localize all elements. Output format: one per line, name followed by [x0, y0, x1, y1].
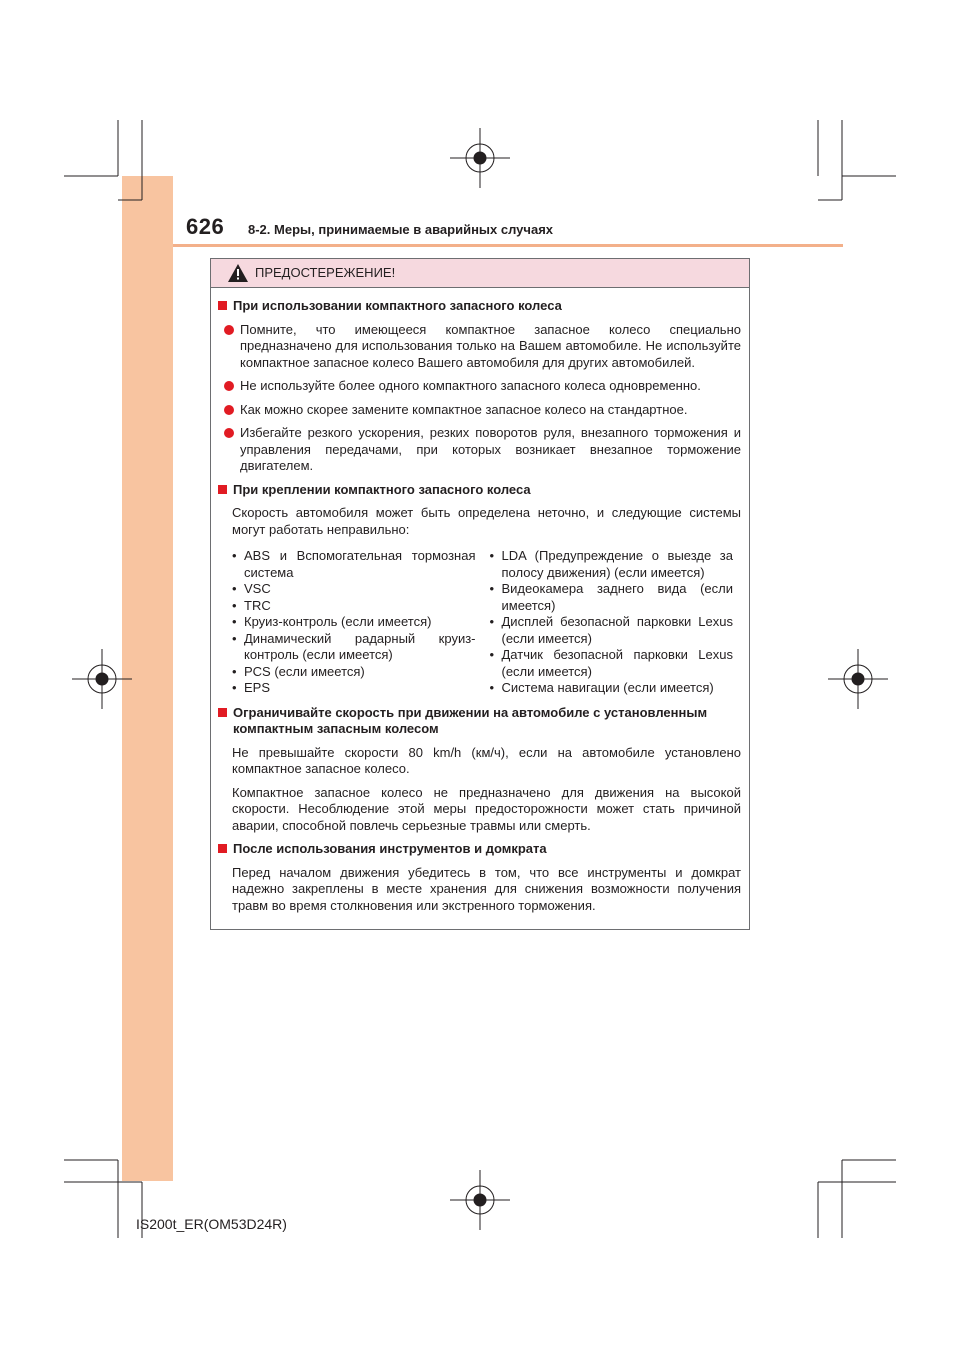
bullet-item: Помните, что имеющееся компактное запасное колесо специально предназначено для использования только на Вашем автомобиле. Не используйте компактное запасное колесо Вашего автомобиля для других автомобилей. — [224, 322, 741, 372]
section-heading: После использования инструментов и домкрата — [218, 841, 741, 858]
warning-content — [211, 288, 749, 914]
section-heading: При использовании компактного запасного колеса — [218, 298, 741, 315]
registration-mark-bottom — [450, 1170, 510, 1230]
list-item: • Система навигации (если имеется) — [489, 680, 714, 695]
warning-title: ПРЕДОСТЕРЕЖЕНИЕ! — [255, 265, 396, 280]
section-heading: При креплении компактного запасного колеса — [218, 482, 741, 499]
document-code: IS200t_ER(OM53D24R) — [136, 1216, 287, 1232]
registration-mark-top — [450, 128, 510, 188]
circle-bullet-icon — [224, 428, 234, 438]
systems-list-right — [490, 548, 742, 697]
bullet-item: Как можно скорее замените компактное запасное колесо на стандартное. — [224, 402, 741, 419]
bullet-item: Не используйте более одного компактного запасного колеса одновременно. — [224, 378, 741, 395]
warning-box — [210, 258, 750, 930]
square-bullet-icon — [218, 301, 227, 310]
circle-bullet-icon — [224, 405, 234, 415]
warning-triangle-icon — [228, 264, 248, 282]
paragraph: Не превышайте скорости 80 km/h (км/ч), если на автомобиле установлено компактное запасное колесо. — [232, 744, 741, 776]
square-bullet-icon — [218, 844, 227, 853]
list-item: • Динамический радарный круиз-контроль (если имеется) — [232, 630, 476, 662]
list-item: • ABS и Вспомогательная тормозная система — [232, 548, 476, 580]
paragraph: Скорость автомобиля может быть определена неточно, и следующие системы могут работать неправильно: — [232, 505, 741, 537]
page-number: 626 — [186, 214, 225, 239]
circle-bullet-icon — [224, 325, 234, 335]
list-item: • LDA (Предупреждение о выезде за полосу движения) (если имеется) — [489, 548, 733, 580]
list-item: • PCS (если имеется) — [232, 663, 365, 679]
circle-bullet-icon — [224, 381, 234, 391]
list-item: • EPS — [232, 680, 271, 695]
header-rule — [173, 244, 843, 247]
section-heading: Ограничивайте скорость при движении на автомобиле с установленным компактным запасным колесом — [218, 705, 741, 738]
paragraph: Компактное запасное колесо не предназначено для движения на высокой скорости. Несоблюдение этой меры предосторожности может стать причиной аварии, способной повлечь серьезные травмы или смерть. — [232, 784, 741, 833]
list-item: • VSC — [232, 581, 271, 596]
list-item: • Круиз-контроль (если имеется) — [232, 614, 432, 629]
registration-mark-left — [72, 649, 132, 709]
warning-header — [211, 259, 749, 288]
square-bullet-icon — [218, 485, 227, 494]
list-item: • Дисплей безопасной парковки Lexus (если имеется) — [489, 614, 733, 646]
square-bullet-icon — [218, 708, 227, 717]
paragraph: Перед началом движения убедитесь в том, что все инструменты и домкрат надежно закреплены в месте хранения для снижения возможности получения травм во время столкновения или экстренного торможения. — [232, 864, 741, 913]
list-item: • TRC — [232, 597, 271, 613]
systems-list-left — [232, 548, 490, 697]
list-item: • Датчик безопасной парковки Lexus (если имеется) — [489, 647, 733, 679]
bullet-item: Избегайте резкого ускорения, резких поворотов руля, внезапного торможения и управления передачами, при которых возникает внезапное торможение двигателем. — [224, 425, 741, 475]
chapter-title: 8-2. Меры, принимаемые в аварийных случаях — [248, 222, 554, 237]
systems-list — [232, 548, 741, 697]
list-item: • Видеокамера заднего вида (если имеется) — [489, 581, 733, 613]
registration-mark-right — [828, 649, 888, 709]
